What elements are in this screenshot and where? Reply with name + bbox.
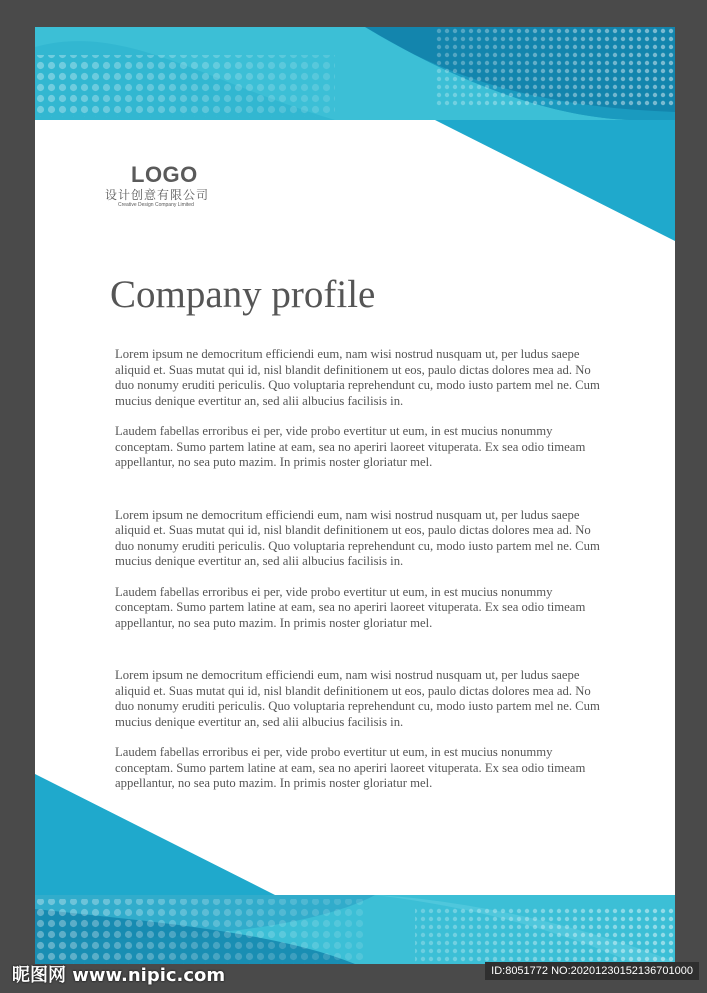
paragraph: Lorem ipsum ne democritum efficiendi eum, nam wisi nostrud nusquam ut, per ludus saepe aliquid et. Suas mutat qui id, nisl blandit definitionem ut eos, paulo dictas dolores mea ad. No duo nonumy eruditi periculis. Quo voluptaria reprehendunt cu, modo iusto partem mel ne. Cum mucius denique evertitur an, sed alii albucius facilisis in. (115, 668, 600, 729)
text-section (115, 668, 605, 792)
header-banner (35, 27, 675, 120)
letterhead-page (35, 27, 675, 964)
watermark-site-logo: 昵图网 www.nipic.com (12, 965, 226, 986)
paragraph: Lorem ipsum ne democritum efficiendi eum, nam wisi nostrud nusquam ut, per ludus saepe aliquid et. Suas mutat qui id, nisl blandit definitionem ut eos, paulo dictas dolores mea ad. No duo nonumy eruditi periculis. Quo voluptaria reprehendunt cu, modo iusto partem mel ne. Cum mucius denique evertitur an, sed alii albucius facilisis in. (115, 507, 600, 568)
paragraph: Laudem fabellas erroribus ei per, vide probo evertitur ut eum, in est mucius nonummy conceptam. Sumo partem latine at eam, sea no aperiri laoreet vituperata. Ex sea odio timeam appellantur, no sea puto mazim. In primis noster gloriatur mel. (115, 584, 586, 630)
text-section (115, 508, 605, 632)
paragraph: Laudem fabellas erroribus ei per, vide probo evertitur ut eum, in est mucius nonummy conceptam. Sumo partem latine at eam, sea no aperiri laoreet vituperata. Ex sea odio timeam appellantur, no sea puto mazim. In primis noster gloriatur mel. (115, 424, 586, 469)
footer-banner (35, 895, 675, 964)
corner-triangle-top (435, 120, 675, 241)
paragraph: Laudem fabellas erroribus ei per, vide probo evertitur ut eum, in est mucius nonummy conceptam. Sumo partem latine at eam, sea no aperiri laoreet vituperata. Ex sea odio timeam appellantur, no sea puto mazim. In primis noster gloriatur mel. (115, 745, 586, 790)
logo-company-name-en: Creative Design Company Limited (118, 202, 194, 208)
corner-triangle-bottom (35, 774, 275, 895)
logo-wordmark: LOGO (131, 162, 198, 187)
body-text (115, 347, 605, 792)
text-section (115, 347, 605, 471)
page-title: Company profile (110, 273, 376, 316)
watermark-id-label: ID:8051772 NO:20201230152136701000 (485, 962, 699, 980)
paragraph: Lorem ipsum ne democritum efficiendi eum, nam wisi nostrud nusquam ut, per ludus saepe aliquid et. Suas mutat qui id, nisl blandit definitionem ut eos, paulo dictas dolores mea ad. No duo nonumy eruditi periculis. Quo voluptaria reprehendunt cu, modo iusto partem mel ne. Cum mucius denique evertitur an, sed alii albucius facilisis in. (115, 347, 600, 408)
logo-company-name-cn: 设计创意有限公司 (105, 188, 210, 202)
